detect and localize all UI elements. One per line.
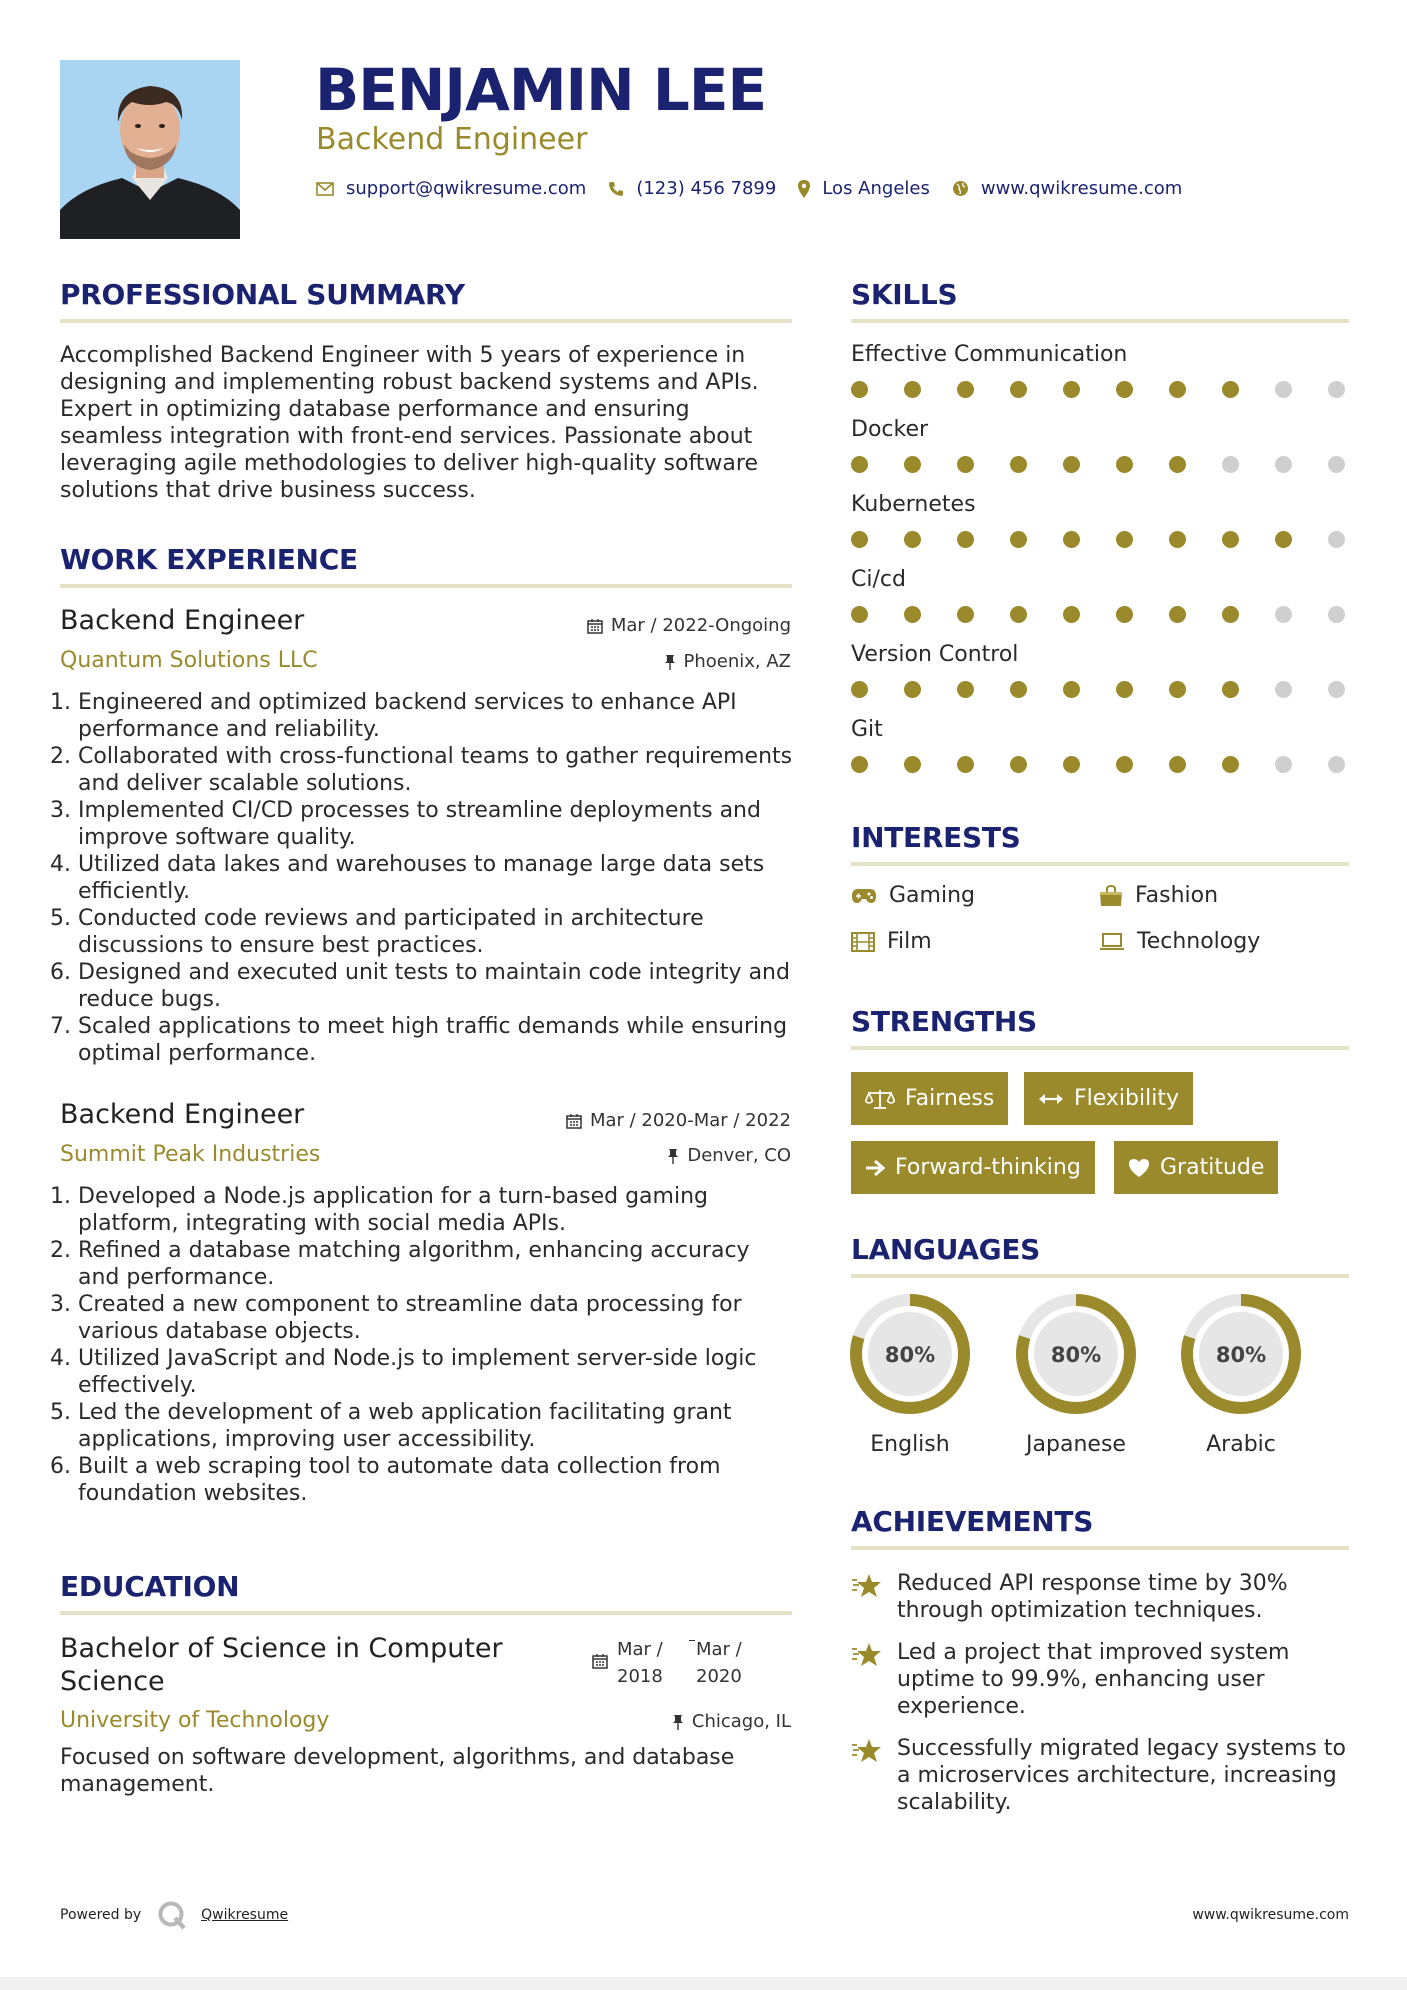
work-divider [60,584,792,588]
contact-phone-text: (123) 456 7899 [636,178,777,199]
skill-name: Docker [851,417,929,442]
calendar-icon [592,1653,608,1669]
rating-dot-empty [1275,381,1292,398]
language-item [1179,1292,1303,1457]
list-item: 2. Refined a database matching algorithm, enhancing accuracy and performance. [78,1237,797,1291]
strengths-divider [851,1046,1349,1050]
education-school: University of Technology [60,1708,330,1733]
rating-dot-empty [1222,456,1239,473]
rating-dot-empty [1275,606,1292,623]
rating-dot-filled [1010,756,1027,773]
rating-dot-filled [1222,681,1239,698]
achievement-text: Led a project that improved system uptime to 99.9%, enhancing user experience. [897,1640,1290,1719]
balance-scale-icon [865,1088,895,1110]
language-progress-ring [1179,1292,1303,1416]
summary-text: Accomplished Backend Engineer with 5 years of experience in designing and implementing robust backend systems and APIs. Expert in optimizing database performance and ensuring seamless integration with front-end services. Passionate about leveraging agile methodologies to deliver high-quality software solutions that drive business success. [60,343,759,503]
skill-name: Git [851,717,883,742]
list-item: 3. Created a new component to streamline data processing for various database objects. [78,1291,797,1345]
rating-dot-empty [1328,681,1345,698]
strength-flexibility [1024,1072,1193,1125]
job-1-location [664,651,792,672]
job-2-dates-text: Mar / 2020-Mar / 2022 [589,1110,791,1131]
rating-dot-filled [1169,606,1186,623]
strength-forward-thinking [851,1141,1095,1194]
rating-dot-filled [1222,756,1239,773]
job-2-dates [566,1110,791,1131]
skill-item [851,417,1349,475]
strength-label: Fairness [905,1086,995,1111]
interest-gaming [851,883,975,908]
education-location [672,1711,791,1732]
rating-dot-filled [904,681,921,698]
job-1-dates-text: Mar / 2022-Ongoing [610,615,791,636]
job-2-bullets [52,1183,797,1507]
contact-location-text: Los Angeles [822,178,930,199]
interest-technology [1099,929,1260,954]
education-heading: EDUCATION [60,1570,240,1603]
pushpin-icon [667,1148,679,1164]
arrow-right-icon [865,1159,885,1177]
rating-dot-filled [1116,756,1133,773]
rating-dot-filled [1010,456,1027,473]
contact-phone[interactable] [608,178,776,199]
skill-name: Ci/cd [851,567,906,592]
rating-dot-filled [904,381,921,398]
calendar-icon [587,618,603,634]
rating-dot-filled [957,456,974,473]
rating-dot-filled [904,756,921,773]
skill-name: Effective Communication [851,342,1128,367]
interest-label: Film [887,929,932,954]
rating-dot-filled [1169,531,1186,548]
language-name: Japanese [1026,1432,1126,1457]
skill-rating [851,680,1349,700]
rating-dot-filled [1169,381,1186,398]
arrows-horizontal-icon [1038,1092,1064,1106]
interest-label: Fashion [1135,883,1219,908]
list-item: 5. Conducted code reviews and participated in architecture discussions to ensure best practices. [78,905,797,959]
rating-dot-filled [957,606,974,623]
rating-dot-filled [1063,531,1080,548]
globe-icon [952,180,969,197]
language-progress-ring [1014,1292,1138,1416]
gamepad-icon [851,888,877,904]
rating-dot-filled [1063,681,1080,698]
list-item: 3. Implemented CI/CD processes to streamline deployments and improve software quality. [78,797,797,851]
skill-item [851,567,1349,625]
education-end-year: 2020 [696,1666,742,1687]
skills-heading: SKILLS [851,278,958,311]
rating-dot-empty [1328,531,1345,548]
star-icon [851,1737,883,1765]
interest-label: Gaming [889,883,975,908]
education-start-year: 2018 [617,1666,663,1687]
rating-dot-filled [1010,681,1027,698]
education-location-text: Chicago, IL [691,1711,791,1732]
strength-label: Flexibility [1074,1086,1179,1111]
rating-dot-filled [1063,606,1080,623]
phone-icon [608,181,624,197]
job-2-location-text: Denver, CO [687,1145,791,1166]
rating-dot-filled [904,531,921,548]
candidate-name: BENJAMIN LEE [315,56,767,124]
rating-dot-empty [1328,606,1345,623]
star-icon [851,1572,883,1600]
languages-divider [851,1274,1349,1278]
rating-dot-filled [1116,681,1133,698]
rating-dot-empty [1328,456,1345,473]
star-icon [851,1641,883,1669]
rating-dot-filled [1222,606,1239,623]
skill-item [851,717,1349,775]
rating-dot-empty [1275,456,1292,473]
education-divider [60,1611,792,1615]
list-item: 2. Collaborated with cross-functional teams to gather requirements and deliver scalable solutions. [78,743,797,797]
rating-dot-filled [851,456,868,473]
language-percent: 80% [1050,1343,1102,1367]
achievement-2 [851,1639,1349,1720]
candidate-title: Backend Engineer [316,122,588,157]
interests-divider [851,862,1349,866]
list-item: 4. Utilized data lakes and warehouses to manage large data sets efficiently. [78,851,797,905]
skill-name: Kubernetes [851,492,976,517]
profile-photo [60,60,240,239]
languages-heading: LANGUAGES [851,1233,1041,1266]
film-icon [851,932,875,952]
education-start-month: Mar / [617,1639,663,1660]
job-1-company: Quantum Solutions LLC [60,648,318,673]
language-item [848,1292,972,1457]
skill-item [851,492,1349,550]
calendar-icon [566,1113,582,1129]
rating-dot-filled [957,756,974,773]
strengths-heading: STRENGTHS [851,1005,1037,1038]
language-progress-ring [848,1292,972,1416]
strength-label: Forward-thinking [895,1155,1081,1180]
skill-item [851,642,1349,700]
rating-dot-filled [1063,456,1080,473]
interest-label: Technology [1137,929,1261,954]
work-heading: WORK EXPERIENCE [60,543,358,576]
list-item: 5. Led the development of a web application facilitating grant applications, improving user accessibility. [78,1399,797,1453]
list-item: 1. Developed a Node.js application for a turn-based gaming platform, integrating with social media APIs. [78,1183,797,1237]
list-item: 4. Utilized JavaScript and Node.js to implement server-side logic effectively. [78,1345,797,1399]
list-item: 7. Scaled applications to meet high traffic demands while ensuring optimal performance. [78,1013,797,1067]
footer-powered-by-text: Powered by [60,1907,142,1923]
rating-dot-empty [1328,381,1345,398]
language-item [1014,1292,1138,1457]
rating-dot-filled [851,381,868,398]
achievement-1 [851,1570,1349,1624]
page-bottom-bar [0,1977,1407,1990]
rating-dot-filled [851,681,868,698]
language-percent: 80% [1215,1343,1267,1367]
contact-website-text: www.qwikresume.com [980,178,1183,199]
education-end-month: Mar / [696,1639,742,1660]
language-percent: 80% [884,1343,936,1367]
job-1-title: Backend Engineer [60,605,305,636]
envelope-icon [316,182,334,196]
contact-bar [316,178,1204,199]
rating-dot-filled [1169,756,1186,773]
rating-dot-filled [1169,681,1186,698]
list-item: 1. Engineered and optimized backend services to enhance API performance and reliability. [78,689,797,743]
rating-dot-filled [1010,381,1027,398]
skill-rating [851,380,1349,400]
achievements-heading: ACHIEVEMENTS [851,1505,1094,1538]
strength-fairness [851,1072,1008,1125]
job-1-bullets [52,689,797,1067]
shopping-bag-icon [1099,885,1123,907]
education-end-date [696,1636,742,1690]
rating-dot-filled [1116,606,1133,623]
footer-website[interactable]: www.qwikresume.com [1192,1907,1349,1923]
rating-dot-filled [1010,606,1027,623]
achievements-divider [851,1546,1349,1550]
skill-rating [851,455,1349,475]
rating-dot-filled [1222,531,1239,548]
skill-item [851,342,1349,400]
language-name: Arabic [1206,1432,1276,1457]
rating-dot-filled [851,606,868,623]
rating-dot-empty [1328,756,1345,773]
rating-dot-filled [1063,756,1080,773]
strength-gratitude [1114,1141,1278,1194]
skill-rating [851,530,1349,550]
job-2-location [667,1145,791,1166]
education-start-date [617,1636,663,1690]
contact-email-text: support@qwikresume.com [346,178,587,199]
skills-divider [851,319,1349,323]
rating-dot-filled [1063,381,1080,398]
rating-dot-filled [851,531,868,548]
education-degree: Bachelor of Science in Computer Science [60,1633,503,1697]
contact-website[interactable] [952,178,1182,199]
rating-dot-filled [1222,381,1239,398]
job-1-dates [587,615,791,636]
contact-email[interactable] [316,178,586,199]
rating-dot-filled [851,756,868,773]
strength-label: Gratitude [1160,1155,1265,1180]
heart-icon [1128,1158,1150,1178]
summary-divider [60,319,792,323]
rating-dot-filled [1116,381,1133,398]
achievement-3 [851,1735,1349,1816]
laptop-icon [1099,933,1125,951]
map-marker-icon [798,180,810,198]
rating-dot-filled [1275,531,1292,548]
footer-brand-link[interactable]: Qwikresume [201,1907,289,1923]
achievement-text: Reduced API response time by 30% through optimization techniques. [897,1571,1288,1623]
language-name: English [870,1432,950,1457]
job-2-title: Backend Engineer [60,1099,305,1130]
pushpin-icon [672,1714,684,1730]
skill-rating [851,605,1349,625]
interest-film [851,929,932,954]
skill-rating [851,755,1349,775]
rating-dot-filled [1116,456,1133,473]
contact-location [798,178,930,199]
rating-dot-empty [1275,756,1292,773]
rating-dot-filled [1169,456,1186,473]
education-description: Focused on software development, algorithms, and database management. [60,1745,735,1797]
pushpin-icon [664,654,676,670]
rating-dot-filled [957,531,974,548]
rating-dot-filled [904,456,921,473]
qwikresume-logo-icon [157,1900,187,1930]
job-1-location-text: Phoenix, AZ [683,651,791,672]
list-item: 6. Built a web scraping tool to automate data collection from foundation websites. [78,1453,797,1507]
interests-heading: INTERESTS [851,821,1021,854]
skill-name: Version Control [851,642,1019,667]
rating-dot-filled [957,681,974,698]
list-item: 6. Designed and executed unit tests to maintain code integrity and reduce bugs. [78,959,797,1013]
job-2-company: Summit Peak Industries [60,1142,321,1167]
summary-heading: PROFESSIONAL SUMMARY [60,278,465,311]
rating-dot-filled [957,381,974,398]
rating-dot-filled [904,606,921,623]
interest-fashion [1099,883,1218,908]
rating-dot-empty [1275,681,1292,698]
rating-dot-filled [1116,531,1133,548]
achievement-text: Successfully migrated legacy systems to a microservices architecture, increasing scalability. [897,1736,1346,1815]
rating-dot-filled [1010,531,1027,548]
footer-powered-by [60,1900,288,1930]
